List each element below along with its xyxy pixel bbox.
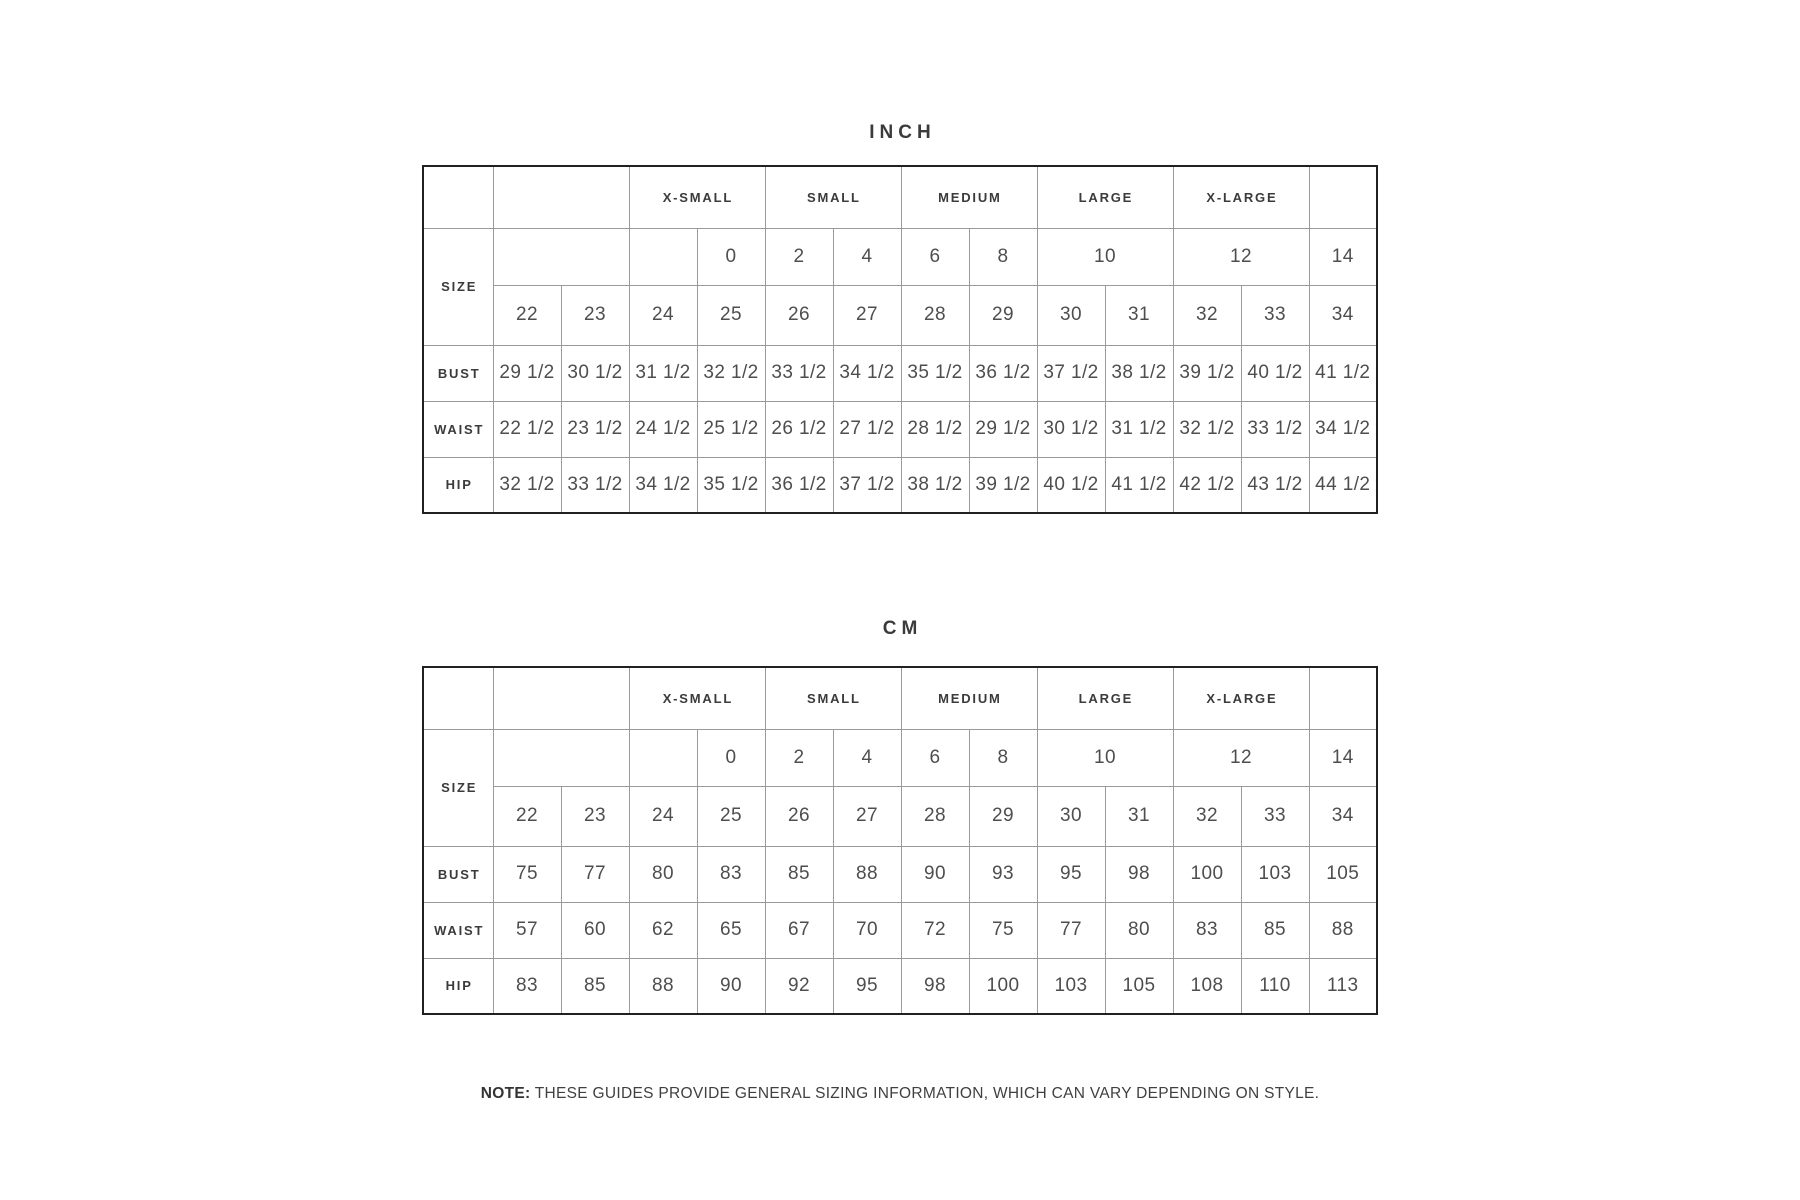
bust-value-cell: 90: [901, 846, 969, 902]
group-header-row: [423, 667, 1377, 729]
group-header-x-large: X-LARGE: [1173, 166, 1309, 228]
group-header-empty: [493, 166, 629, 228]
numeric-size-cell: 27: [833, 786, 901, 846]
hip-value-cell: 83: [493, 958, 561, 1014]
bust-value-cell: 93: [969, 846, 1037, 902]
hip-value-cell: 32 1/2: [493, 457, 561, 513]
corner-cell: [423, 667, 493, 729]
waist-value-cell: 33 1/2: [1241, 401, 1309, 457]
bust-value-cell: 105: [1309, 846, 1377, 902]
numeric-size-cell: 28: [901, 786, 969, 846]
bust-value-cell: 31 1/2: [629, 345, 697, 401]
bust-value-cell: 77: [561, 846, 629, 902]
us-size-cell: 8: [969, 228, 1037, 285]
bust-value-cell: 38 1/2: [1105, 345, 1173, 401]
hip-value-cell: 40 1/2: [1037, 457, 1105, 513]
bust-value-cell: 32 1/2: [697, 345, 765, 401]
hip-value-cell: 39 1/2: [969, 457, 1037, 513]
numeric-size-cell: 28: [901, 285, 969, 345]
waist-value-cell: 88: [1309, 902, 1377, 958]
numeric-size-cell: 25: [697, 786, 765, 846]
bust-value-cell: 100: [1173, 846, 1241, 902]
numeric-size-cell: 29: [969, 786, 1037, 846]
us-size-cell: 6: [901, 729, 969, 786]
measurement-row-hip: [423, 457, 1377, 513]
empty-cell: [493, 729, 629, 786]
numeric-size-row: [423, 786, 1377, 846]
waist-value-cell: 70: [833, 902, 901, 958]
group-header-empty: [1309, 667, 1377, 729]
hip-value-cell: 90: [697, 958, 765, 1014]
corner-cell: [423, 166, 493, 228]
waist-value-cell: 72: [901, 902, 969, 958]
bust-value-cell: 41 1/2: [1309, 345, 1377, 401]
us-size-cell: 10: [1037, 228, 1173, 285]
hip-value-cell: 38 1/2: [901, 457, 969, 513]
group-header-small: SMALL: [765, 667, 901, 729]
hip-value-cell: 103: [1037, 958, 1105, 1014]
hip-value-cell: 36 1/2: [765, 457, 833, 513]
us-size-cell: 4: [833, 729, 901, 786]
row-label-hip: HIP: [423, 457, 493, 513]
hip-value-cell: 43 1/2: [1241, 457, 1309, 513]
hip-value-cell: 108: [1173, 958, 1241, 1014]
hip-value-cell: 85: [561, 958, 629, 1014]
bust-value-cell: 30 1/2: [561, 345, 629, 401]
waist-value-cell: 67: [765, 902, 833, 958]
numeric-size-cell: 32: [1173, 786, 1241, 846]
us-size-cell: 14: [1309, 228, 1377, 285]
group-header-empty: [493, 667, 629, 729]
inch-table-body: [423, 166, 1377, 513]
us-size-cell: 12: [1173, 729, 1309, 786]
numeric-size-cell: 26: [765, 786, 833, 846]
us-size-cell: 10: [1037, 729, 1173, 786]
row-label-bust: BUST: [423, 846, 493, 902]
us-size-cell: 2: [765, 729, 833, 786]
row-label-waist: WAIST: [423, 401, 493, 457]
numeric-size-cell: 26: [765, 285, 833, 345]
bust-value-cell: 75: [493, 846, 561, 902]
waist-value-cell: 26 1/2: [765, 401, 833, 457]
inch-size-guide-section: [422, 121, 1378, 514]
numeric-size-cell: 22: [493, 786, 561, 846]
hip-value-cell: 95: [833, 958, 901, 1014]
bust-value-cell: 37 1/2: [1037, 345, 1105, 401]
waist-value-cell: 25 1/2: [697, 401, 765, 457]
group-header-x-large: X-LARGE: [1173, 667, 1309, 729]
hip-value-cell: 37 1/2: [833, 457, 901, 513]
size-row-label: SIZE: [423, 729, 493, 846]
group-header-empty: [1309, 166, 1377, 228]
numeric-size-cell: 25: [697, 285, 765, 345]
us-size-cell: 8: [969, 729, 1037, 786]
group-header-row: [423, 166, 1377, 228]
inch-size-table: [422, 165, 1378, 514]
numeric-size-cell: 30: [1037, 786, 1105, 846]
waist-value-cell: 83: [1173, 902, 1241, 958]
size-row-label: SIZE: [423, 228, 493, 345]
sizing-note-label: NOTE:: [480, 1085, 531, 1102]
waist-value-cell: 30 1/2: [1037, 401, 1105, 457]
bust-value-cell: 98: [1105, 846, 1173, 902]
bust-value-cell: 80: [629, 846, 697, 902]
bust-value-cell: 83: [697, 846, 765, 902]
waist-value-cell: 34 1/2: [1309, 401, 1377, 457]
numeric-size-cell: 33: [1241, 285, 1309, 345]
numeric-size-cell: 33: [1241, 786, 1309, 846]
empty-cell: [493, 228, 629, 285]
bust-value-cell: 29 1/2: [493, 345, 561, 401]
cm-size-guide-section: [422, 617, 1378, 1015]
waist-value-cell: 77: [1037, 902, 1105, 958]
group-header-medium: MEDIUM: [901, 166, 1037, 228]
waist-value-cell: 27 1/2: [833, 401, 901, 457]
hip-value-cell: 42 1/2: [1173, 457, 1241, 513]
waist-value-cell: 28 1/2: [901, 401, 969, 457]
hip-value-cell: 92: [765, 958, 833, 1014]
numeric-size-cell: 24: [629, 786, 697, 846]
group-header-medium: MEDIUM: [901, 667, 1037, 729]
waist-value-cell: 80: [1105, 902, 1173, 958]
measurement-row-hip: [423, 958, 1377, 1014]
us-size-cell: 2: [765, 228, 833, 285]
group-header-x-small: X-SMALL: [629, 667, 765, 729]
sizing-note: [422, 1085, 1378, 1103]
numeric-size-cell: 31: [1105, 786, 1173, 846]
measurement-row-bust: [423, 846, 1377, 902]
bust-value-cell: 34 1/2: [833, 345, 901, 401]
bust-value-cell: 36 1/2: [969, 345, 1037, 401]
us-size-row: [423, 228, 1377, 285]
numeric-size-cell: 29: [969, 285, 1037, 345]
hip-value-cell: 100: [969, 958, 1037, 1014]
us-size-cell: 12: [1173, 228, 1309, 285]
bust-value-cell: 33 1/2: [765, 345, 833, 401]
waist-value-cell: 57: [493, 902, 561, 958]
numeric-size-cell: 23: [561, 285, 629, 345]
hip-value-cell: 44 1/2: [1309, 457, 1377, 513]
waist-value-cell: 23 1/2: [561, 401, 629, 457]
cm-table-body: [423, 667, 1377, 1014]
waist-value-cell: 85: [1241, 902, 1309, 958]
sizing-note-body: THESE GUIDES PROVIDE GENERAL SIZING INFORMATION, WHICH CAN VARY DEPENDING ON STYLE.: [534, 1085, 1320, 1102]
numeric-size-cell: 23: [561, 786, 629, 846]
numeric-size-cell: 30: [1037, 285, 1105, 345]
measurement-row-bust: [423, 345, 1377, 401]
empty-cell: [629, 228, 697, 285]
us-size-cell: 0: [697, 729, 765, 786]
bust-value-cell: 39 1/2: [1173, 345, 1241, 401]
waist-value-cell: 22 1/2: [493, 401, 561, 457]
waist-value-cell: 65: [697, 902, 765, 958]
numeric-size-cell: 24: [629, 285, 697, 345]
us-size-cell: 14: [1309, 729, 1377, 786]
numeric-size-cell: 31: [1105, 285, 1173, 345]
measurement-row-waist: [423, 401, 1377, 457]
group-header-x-small: X-SMALL: [629, 166, 765, 228]
empty-cell: [629, 729, 697, 786]
hip-value-cell: 110: [1241, 958, 1309, 1014]
group-header-large: LARGE: [1037, 667, 1173, 729]
hip-value-cell: 35 1/2: [697, 457, 765, 513]
group-header-small: SMALL: [765, 166, 901, 228]
bust-value-cell: 85: [765, 846, 833, 902]
waist-value-cell: 62: [629, 902, 697, 958]
numeric-size-cell: 22: [493, 285, 561, 345]
row-label-waist: WAIST: [423, 902, 493, 958]
measurement-row-waist: [423, 902, 1377, 958]
waist-value-cell: 24 1/2: [629, 401, 697, 457]
bust-value-cell: 88: [833, 846, 901, 902]
waist-value-cell: 31 1/2: [1105, 401, 1173, 457]
numeric-size-row: [423, 285, 1377, 345]
cm-table-title: CM: [882, 618, 923, 639]
us-size-cell: 4: [833, 228, 901, 285]
inch-table-title: INCH: [869, 122, 936, 143]
us-size-cell: 0: [697, 228, 765, 285]
hip-value-cell: 113: [1309, 958, 1377, 1014]
row-label-hip: HIP: [423, 958, 493, 1014]
numeric-size-cell: 27: [833, 285, 901, 345]
waist-value-cell: 60: [561, 902, 629, 958]
waist-value-cell: 32 1/2: [1173, 401, 1241, 457]
us-size-row: [423, 729, 1377, 786]
hip-value-cell: 33 1/2: [561, 457, 629, 513]
bust-value-cell: 35 1/2: [901, 345, 969, 401]
bust-value-cell: 103: [1241, 846, 1309, 902]
hip-value-cell: 41 1/2: [1105, 457, 1173, 513]
numeric-size-cell: 32: [1173, 285, 1241, 345]
numeric-size-cell: 34: [1309, 786, 1377, 846]
bust-value-cell: 95: [1037, 846, 1105, 902]
us-size-cell: 6: [901, 228, 969, 285]
hip-value-cell: 98: [901, 958, 969, 1014]
group-header-large: LARGE: [1037, 166, 1173, 228]
waist-value-cell: 29 1/2: [969, 401, 1037, 457]
hip-value-cell: 88: [629, 958, 697, 1014]
hip-value-cell: 34 1/2: [629, 457, 697, 513]
cm-size-table: [422, 666, 1378, 1015]
bust-value-cell: 40 1/2: [1241, 345, 1309, 401]
row-label-bust: BUST: [423, 345, 493, 401]
waist-value-cell: 75: [969, 902, 1037, 958]
numeric-size-cell: 34: [1309, 285, 1377, 345]
hip-value-cell: 105: [1105, 958, 1173, 1014]
